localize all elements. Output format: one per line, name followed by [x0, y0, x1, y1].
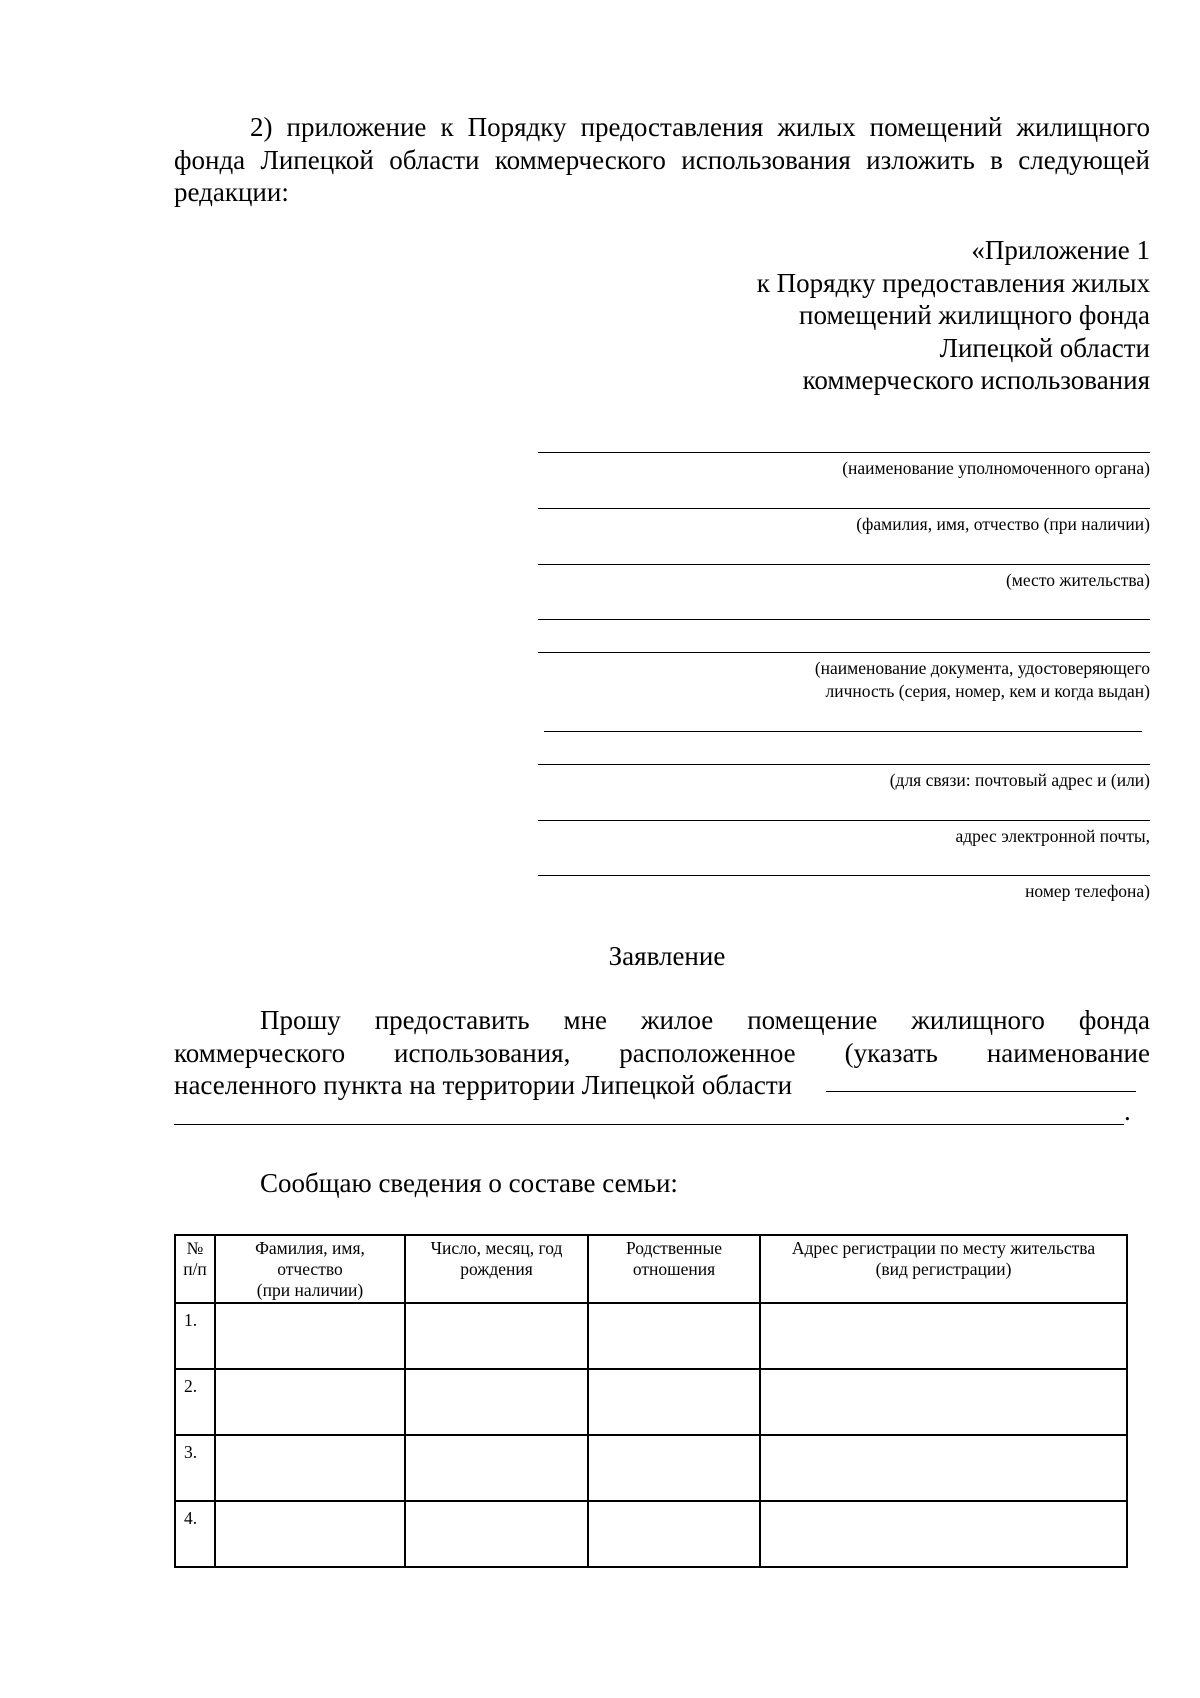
appendix-heading: [757, 234, 1150, 397]
request-end-mark: .: [1124, 1096, 1131, 1126]
document-fill-line-2[interactable]: [538, 652, 1150, 653]
appendix-line: коммерческого использования: [802, 365, 1150, 395]
col-header-address: Адрес регистрации по месту жительства (вид регистрации): [760, 1235, 1127, 1303]
cell-relation[interactable]: [588, 1501, 760, 1567]
row-number: 2.: [175, 1369, 215, 1435]
appendix-line: помещений жилищного фонда: [799, 300, 1150, 330]
authority-fill-line[interactable]: [538, 452, 1150, 453]
cell-birthdate[interactable]: [405, 1501, 588, 1567]
phone-fill-line[interactable]: [538, 875, 1150, 876]
cell-birthdate[interactable]: [405, 1303, 588, 1369]
row-number: 4.: [175, 1501, 215, 1567]
phone-caption: номер телефона): [1025, 881, 1150, 901]
row-number: 1.: [175, 1303, 215, 1369]
document-fill-line-1[interactable]: [538, 619, 1150, 620]
appendix-line: «Приложение 1: [971, 235, 1150, 265]
family-table: [174, 1234, 1128, 1568]
contact-fill-line-2[interactable]: [538, 764, 1150, 765]
row-number: 3.: [175, 1435, 215, 1501]
table-row: [175, 1303, 1127, 1369]
cell-relation[interactable]: [588, 1435, 760, 1501]
request-line-1: Прошу предоставить мне жилое помещение жилищного фонда: [260, 1005, 1150, 1035]
document-caption-2: личность (серия, номер, кем и когда выдан): [825, 681, 1150, 701]
request-paragraph: [174, 1004, 1150, 1102]
cell-address[interactable]: [760, 1369, 1127, 1435]
intro-line-2: фонда Липецкой области коммерческого использования изложить в следующей: [174, 144, 1150, 175]
request-line-3: населенного пункта на территории Липецкой области: [174, 1070, 793, 1100]
appendix-line: к Порядку предоставления жилых: [756, 267, 1150, 298]
document-title: Заявление: [608, 941, 726, 971]
col-header-relation: Родственные отношения: [588, 1235, 760, 1303]
intro-line-1: 2) приложение к Порядку предоставления жилых помещений жилищного: [250, 112, 1150, 142]
intro-line-3: редакции:: [174, 177, 289, 207]
email-fill-line[interactable]: [538, 820, 1150, 821]
request-line-2: коммерческого использования, расположенное (указать наименование: [174, 1037, 1150, 1068]
settlement-fill-line-2[interactable]: [174, 1124, 1124, 1125]
fio-caption: (фамилия, имя, отчество (при наличии): [856, 514, 1150, 534]
cell-fio[interactable]: [215, 1501, 405, 1567]
fio-fill-line[interactable]: [538, 508, 1150, 509]
cell-birthdate[interactable]: [405, 1369, 588, 1435]
table-row: [175, 1435, 1127, 1501]
settlement-fill-line-1[interactable]: [826, 1091, 1136, 1092]
table-header-row: [175, 1235, 1127, 1303]
contact-caption: (для связи: почтовый адрес и (или): [889, 770, 1150, 790]
residence-caption: (место жительства): [1005, 570, 1150, 590]
residence-fill-line[interactable]: [538, 564, 1150, 565]
cell-fio[interactable]: [215, 1435, 405, 1501]
family-heading: Сообщаю сведения о составе семьи:: [260, 1168, 678, 1198]
table-row: [175, 1501, 1127, 1567]
cell-address[interactable]: [760, 1303, 1127, 1369]
cell-relation[interactable]: [588, 1369, 760, 1435]
table-row: [175, 1369, 1127, 1435]
cell-relation[interactable]: [588, 1303, 760, 1369]
col-header-birthdate: Число, месяц, год рождения: [405, 1235, 588, 1303]
cell-birthdate[interactable]: [405, 1435, 588, 1501]
cell-address[interactable]: [760, 1435, 1127, 1501]
authority-caption: (наименование уполномоченного органа): [842, 458, 1150, 478]
intro-paragraph: [174, 111, 1150, 209]
appendix-line: Липецкой области: [939, 332, 1150, 363]
cell-address[interactable]: [760, 1501, 1127, 1567]
col-header-number: № п/п: [175, 1235, 215, 1303]
document-caption-1: (наименование документа, удостоверяющего: [814, 658, 1150, 678]
email-caption: адрес электронной почты,: [955, 826, 1150, 846]
cell-fio[interactable]: [215, 1303, 405, 1369]
col-header-fio: Фамилия, имя, отчество (при наличии): [215, 1235, 405, 1303]
contact-fill-line-1[interactable]: [544, 731, 1142, 732]
cell-fio[interactable]: [215, 1369, 405, 1435]
